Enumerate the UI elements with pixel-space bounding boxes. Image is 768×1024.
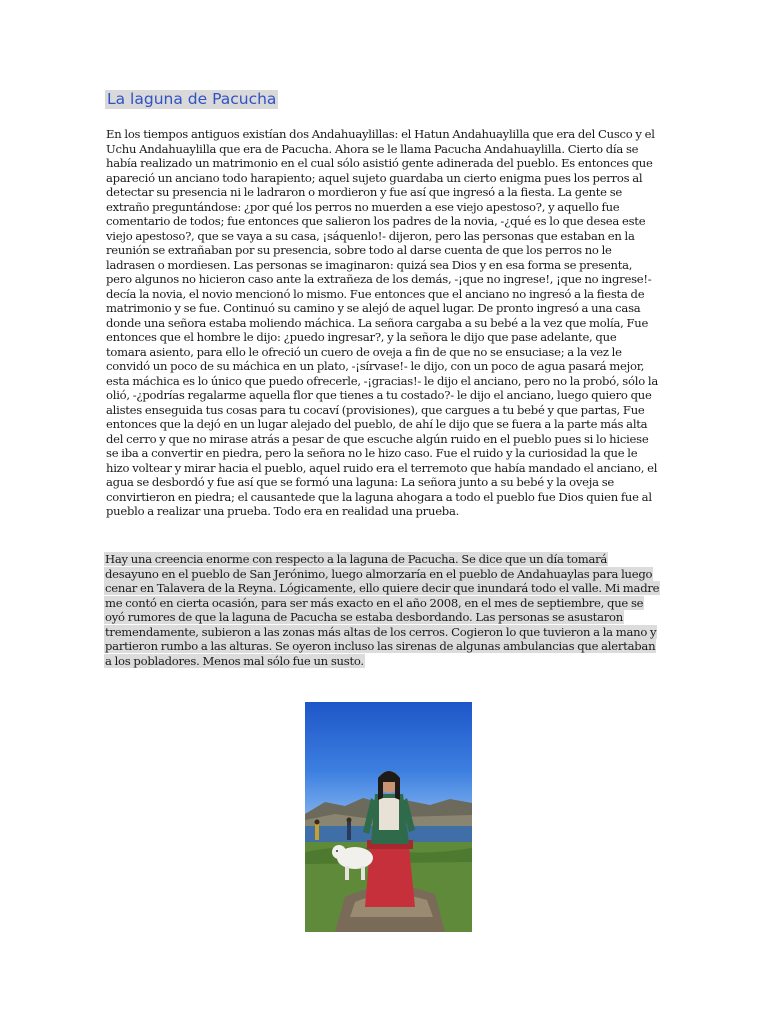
belief-paragraph <box>104 552 662 668</box>
pacucha-statue-photo <box>305 702 472 932</box>
story-paragraph: En los tiempos antiguos existían dos Andahuaylillas: el Hatun Andahuaylilla que era del Cusco y el Uchu Andahuaylilla que era de Pacucha. Ahora se le llama Pacucha Andahuaylilla. Cierto día se había realizado un matrimonio en el cual sólo asistió gente adinerada del pueblo. Es entonces que apareció un anciano todo harapiento; aquel sujeto guardaba un cierto enigma pues los perros al detectar su presencia ni le ladraron o mordieron y fue así que ingresó a la fiesta. La gente se extraño preguntándose: ¿por qué los perros no muerden a ese viejo apestoso?, y aquello fue comentario de todos; fue entonces que salieron los padres de la novia, -¿qué es lo que desea este viejo apestoso?, que se vaya a su casa, ¡sáquenlo!- dijeron, pero las personas que estaban en la reunión se extrañaban por su presencia, sobre todo al darse cuenta de que los perros no le ladrasen o mordiesen. Las personas se imaginaron: quizá sea Dios y en esa forma se presenta, pero algunos no hicieron caso ante la extrañeza de los demás, -¡que no ingrese!, ¡que no ingrese!- decía la novia, el novio mencionó lo mismo. Fue entonces que el anciano no ingresó a la fiesta de matrimonio y se fue. Continuó su camino y se alejó de aquel lugar. De pronto ingresó a una casa donde una señora estaba moliendo máchica. La señora cargaba a su bebé a la vez que molía, Fue entonces que el hombre le dijo: ¿puedo ingresar?, y la señora le dijo que pase adelante, que tomara asiento, para ello le ofreció un cuero de oveja a fin de que no se ensuciase; a la vez le convidó un poco de su máchica en un plato, -¡sírvase!- le dijo, con un poco de agua pasará mejor, esta máchica es lo único que puedo ofrecerle, -¡gracias!- le dijo el anciano, pero no la probó, sólo la olió, -¿podrías regalarme aquella flor que tienes a tu costado?- le dijo el anciano, luego quiero que alistes enseguida tus cosas para tu cocaví (provisiones), que cargues a tu bebé y que partas, Fue entonces que la dejó en un lugar alejado del pueblo, de ahí le dijo que se fuera a la parte más alta del cerro y que no mirase atrás a pesar de que escuche algún ruido en el pueblo pues si lo hiciese se iba a convertir en piedra, pero la señora no le hizo caso. Fue el ruido y la curiosidad la que le hizo voltear y mirar hacia el pueblo, aquel ruido era el terremoto que había mandado el anciano, el agua se desbordó y fue así que se formó una laguna: La señora junto a su bebé y la oveja se convirtieron en piedra; el causantede que la laguna ahogara a todo el pueblo fue Dios quien fue al pueblo a realizar una prueba. Todo era en realidad una prueba. <box>106 127 658 518</box>
belief-paragraph-text: Hay una creencia enorme con respecto a la laguna de Pacucha. Se dice que un día tomará desayuno en el pueblo de San Jerónimo, luego almorzaría en el pueblo de Andahuaylas para luego cenar en Talavera de la Reyna. Lógicamente, ello quiere decir que inundará todo el valle. Mi madre me contó en cierta ocasión, para ser más exacto en el año 2008, en el mes de septiembre, que se oyó rumores de que la laguna de Pacucha se estaba desbordando. Las personas se asustaron tremendamente, subieron a las zonas más altas de los cerros. Cogieron lo que tuvieron a la mano y partieron rumbo a las alturas. Se oyeron incluso las sirenas de algunas ambulancias que alertaban a los pobladores. Menos mal sólo fue un susto. <box>105 552 660 668</box>
page-title: La laguna de Pacucha <box>107 90 277 108</box>
